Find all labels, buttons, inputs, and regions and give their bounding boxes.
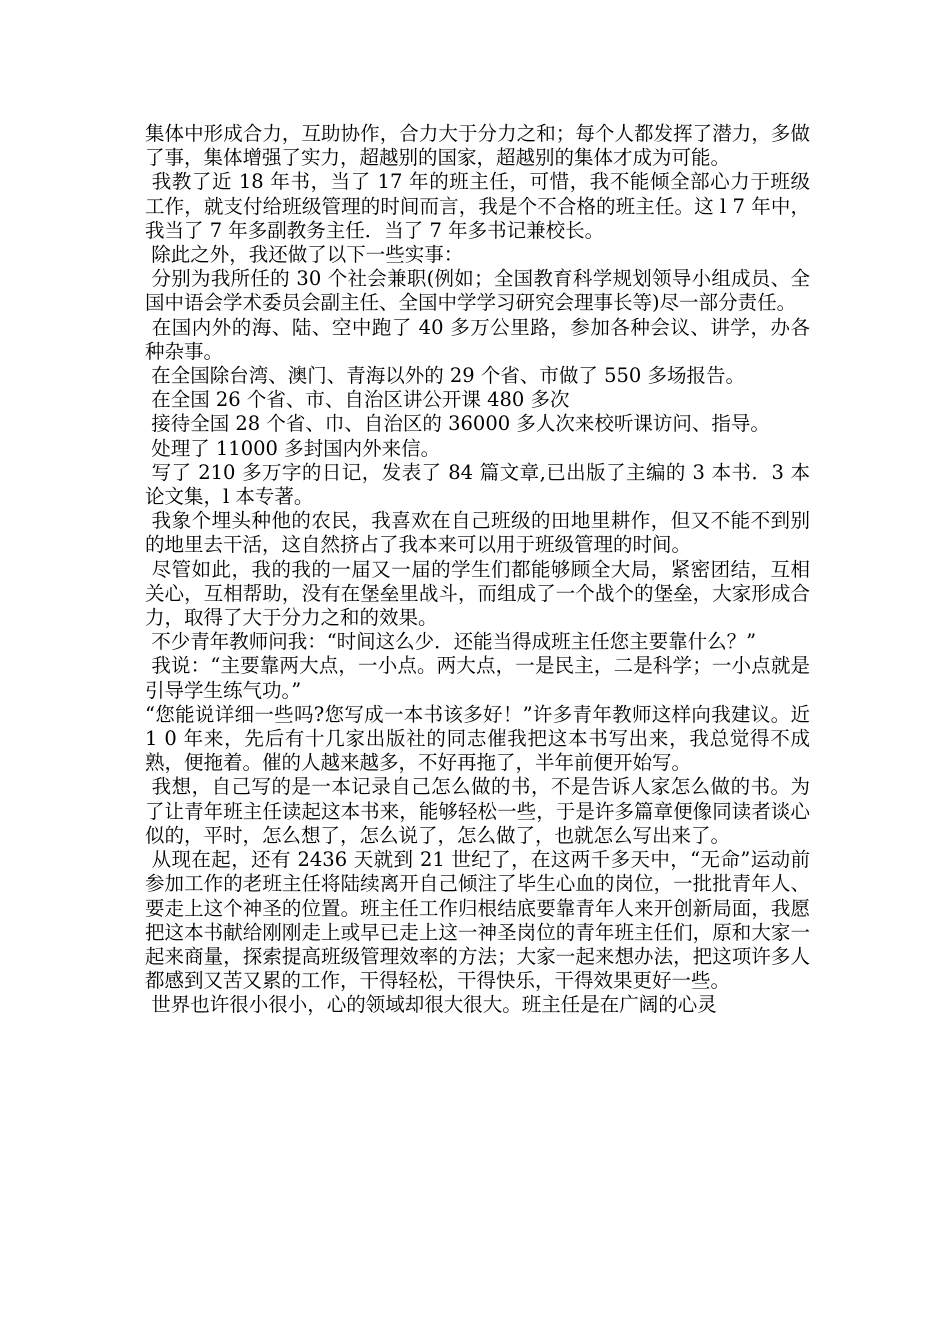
document-body: [145, 122, 817, 1018]
paragraph: “您能说详细一些吗?您写成一本书该多好！”许多青年教师这样向我建议。近 1 0 年来，先后有十几家出版社的同志催我把这本书写出来，我总觉得不成熟，便拖着。催的人越来越多，不好再拖了，半年前便开始写。: [145, 702, 817, 775]
paragraph: 我象个埋头种他的农民，我喜欢在自己班级的田地里耕作，但又不能不到别的地里去干活，这自然挤占了我本来可以用于班级管理的时间。: [145, 509, 810, 557]
paragraph: 尽管如此，我的我的一届又一届的学生们都能够顾全大局，紧密团结，互相关心，互相帮助，没有在堡垒里战斗，而组成了一个战个的堡垒，大家形成合力，取得了大于分力之和的效果。: [145, 557, 810, 630]
paragraph: 我教了近 18 年书，当了 17 年的班主任，可惜，我不能倾全部心力于班级工作，就支付给班级管理的时间而言，我是个不合格的班主任。这 l 7 年中，我当了 7 年多副教务主任．当了 7 年多书记兼校长。: [145, 170, 811, 242]
paragraph: 集体中形成合力，互助协作，合力大于分力之和；每个人都发挥了潜力，多做了事，集体增强了实力，超越别的国家，超越别的集体才成为可能。: [145, 122, 810, 170]
paragraph: 世界也许很小很小，心的领域却很大很大。班主任是在广阔的心灵: [145, 993, 717, 1017]
paragraph: 在国内外的海、陆、空中跑了 40 多万公里路，参加各种会议、讲学，办各种杂事。: [145, 315, 810, 363]
paragraph: 我说：“主要靠两大点，一小点。两大点，一是民主，二是科学；一小点就是引导学生练气功。”: [145, 654, 810, 702]
paragraph: 写了 210 多万字的日记，发表了 84 篇文章,已出版了主编的 3 本书．3 本论文集，l 本专著。: [145, 460, 810, 509]
paragraph: 在全国 26 个省、市、自治区讲公开课 480 多次: [145, 388, 570, 412]
paragraph: 我想，自己写的是一本记录自己怎么做的书，不是告诉人家怎么做的书。为了让青年班主任读起这本书来，能够轻松一些，于是许多篇章便像同读者谈心似的，平时，怎么想了，怎么说了，怎么做了，也就怎么写出来了。: [145, 775, 810, 847]
paragraph: 处理了 11000 多封国内外来信。: [145, 436, 441, 460]
paragraph: 不少青年教师问我：“时间这么少．还能当得成班主任您主要靠什么？”: [145, 630, 757, 654]
paragraph: 除此之外，我还做了以下一些实事：: [145, 243, 464, 267]
paragraph: 在全国除台湾、澳门、青海以外的 29 个省、市做了 550 多场报告。: [145, 364, 746, 388]
paragraph: 分别为我所任的 30 个社会兼职(例如；全国教育科学规划领导小组成员、全国中语会学术委员会副主任、全国中学学习研究会理事长等)尽一部分责任。: [145, 267, 810, 315]
paragraph: 接待全国 28 个省、巾、自治区的 36000 多人次来校听课访问、指导。: [145, 412, 770, 436]
paragraph: 从现在起，还有 2436 天就到 21 世纪了，在这两千多天中，“无命”运动前参加工作的老班主任将陆续离开自己倾注了毕生心血的岗位，一批批青年人、要走上这个神圣的位置。班主任工作归根结底要靠青年人来开创新局面，我愿把这本书献给刚刚走上或早已走上这一神圣岗位的青年班主任们，原和大家一起来商量，探索提高班级管理效率的方法；大家一起来想办法，把这项许多人都感到又苦又累的工作，干得轻松，干得快乐，干得效果更好一些。: [145, 848, 811, 993]
